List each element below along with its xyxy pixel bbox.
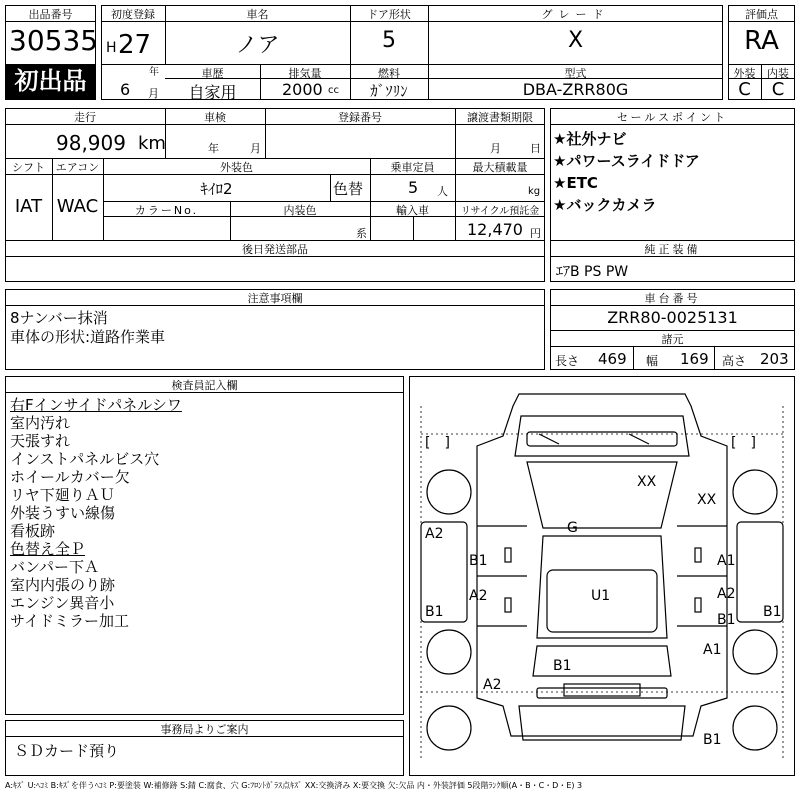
mark-b1-left-side: B1 — [425, 604, 444, 620]
office-label: 事務局よりご案内 — [160, 723, 249, 736]
mark-b1-rear: B1 — [553, 658, 572, 674]
mark-b1-right-rear: B1 — [717, 612, 736, 628]
inspection-month-unit: 月 — [250, 142, 261, 155]
mark-g-windshield: G — [567, 520, 578, 536]
registration-era: H — [106, 40, 117, 56]
inspector-label: 検査員記入欄 — [171, 379, 238, 392]
mark-b1-left-door: B1 — [469, 553, 488, 569]
recycle-label: リサイクル預託金 — [460, 206, 540, 217]
sales-point-item: ★パワースライドドア — [553, 152, 700, 170]
history-label: 車歴 — [201, 67, 224, 80]
aircon-value: WAC — [56, 196, 99, 217]
lot-number: 30535 — [9, 24, 99, 57]
wheel-front-left — [427, 470, 471, 514]
import-label: 輸入車 — [396, 204, 429, 217]
mark-a1-right-lower: A1 — [703, 642, 722, 658]
exterior-score: C — [738, 79, 751, 100]
capacity-label: 乗車定員 — [390, 161, 435, 174]
mileage-unit: km — [138, 133, 166, 154]
mileage-value: 98,909 — [56, 131, 126, 155]
capacity-value: 5 — [408, 178, 419, 197]
recycle-value: 12,470 — [467, 220, 523, 239]
sales-point-item: ★ETC — [553, 174, 598, 192]
inspection-label: 車検 — [204, 111, 226, 124]
caution-item: 車体の形状:道路作業車 — [10, 328, 166, 346]
score-label: 評価点 — [745, 8, 778, 21]
height-label: 高さ — [722, 354, 747, 368]
car-damage-diagram — [409, 376, 795, 776]
inspector-note: 外装うすい線傷 — [10, 504, 116, 522]
inspector-note: エンジン異音小 — [10, 594, 115, 612]
inspector-note: バンパー下Ａ — [10, 558, 99, 576]
lot-number-label: 出品番号 — [28, 8, 73, 21]
aircon-label: エアコン — [55, 161, 100, 174]
transfer-deadline-label: 譲渡書類期限 — [467, 111, 533, 124]
wheel-front-right — [733, 470, 777, 514]
windshield-outline — [527, 462, 677, 528]
repaint-label: 色替 — [333, 180, 364, 198]
inspector-note: 看板跡 — [10, 522, 56, 540]
history-value: 自家用 — [188, 83, 237, 102]
bracket-right-mark: [ ] — [731, 435, 756, 451]
model-code-label: 型式 — [564, 67, 587, 80]
wheel-rear-right — [733, 630, 777, 674]
mark-u1-roof: U1 — [591, 588, 611, 604]
mark-a2-left: A2 — [425, 526, 444, 542]
chassis-number: ZRR80-0025131 — [607, 308, 738, 327]
inspector-notes — [10, 396, 182, 630]
legend-text: A:ｷｽﾞ U:ﾍｺﾐ B:ｷｽﾞを伴うﾍｺﾐ P:要塗装 W:補修跡 S:錆 C:腐食、穴 G:ﾌﾛﾝﾄｶﾞﾗｽ点ｷｽﾞ XX:交換済み X:要交換 欠:欠品 内・外装評価 5段階ﾗﾝｸ順(A・B・C・D・E) 3 — [5, 781, 583, 790]
shift-label: シフト — [12, 161, 45, 174]
width-value: 169 — [680, 350, 709, 368]
width-label: 幅 — [646, 354, 659, 368]
mileage-label: 走行 — [74, 111, 96, 124]
sales-point-item: ★バックカメラ — [553, 196, 657, 214]
inspector-note: リヤ下廻りＡＵ — [10, 486, 115, 504]
cautions-list — [10, 309, 165, 347]
mark-a1-right-door: A1 — [717, 553, 736, 569]
transfer-month-unit: 月 — [490, 142, 501, 155]
hood-outline — [515, 416, 689, 456]
sales-point-item: ★社外ナビ — [553, 130, 627, 148]
capacity-unit: 人 — [437, 185, 448, 198]
inspector-note: インストパネルビス穴 — [10, 450, 160, 468]
length-value: 469 — [598, 350, 627, 368]
exterior-color: ｷｲﾛ2 — [200, 180, 233, 198]
mark-b1-bottom-right: B1 — [703, 732, 722, 748]
fuel-value: ｶﾞｿﾘﾝ — [370, 82, 408, 100]
registration-year: 27 — [118, 30, 152, 60]
recycle-unit: 円 — [530, 227, 541, 240]
mark-xx-hood: XX — [637, 474, 657, 490]
registration-label: 初度登録 — [111, 8, 155, 21]
cautions-label: 注意事項欄 — [247, 292, 303, 305]
inspector-note: サイドミラー加工 — [10, 612, 129, 630]
wheel-rear-left — [427, 630, 471, 674]
registration-month: 6 — [120, 80, 131, 99]
car-name-label: 車名 — [246, 8, 269, 21]
exterior-score-label: 外装 — [733, 67, 756, 80]
interior-color-unit: 系 — [356, 227, 367, 240]
exterior-color-label: 外装色 — [220, 161, 253, 174]
office-note: ＳＤカード預り — [14, 742, 120, 760]
interior-score: C — [771, 79, 785, 100]
genuine-equipment: ｴｱB PS PW — [556, 264, 629, 280]
doors-value: 5 — [382, 28, 396, 53]
car-body-outline — [477, 394, 727, 736]
displacement-unit: cc — [328, 85, 339, 96]
rear-lower-panel — [519, 706, 685, 740]
registration-month-unit: 月 — [148, 87, 159, 100]
dimensions-label: 諸元 — [661, 333, 684, 346]
sales-points-label: セールスポイント — [616, 111, 728, 124]
mark-a2-right-rear: A2 — [717, 586, 736, 602]
grade-label: グレード — [541, 8, 610, 21]
roof-outline — [537, 536, 667, 638]
bracket-left-mark: [ ] — [425, 435, 450, 451]
doors-label: ドア形状 — [367, 8, 411, 21]
car-name: ノア — [235, 33, 280, 58]
mark-xx-right: XX — [697, 492, 717, 508]
shift-value: IAT — [14, 196, 43, 217]
interior-score-label: 内装 — [767, 67, 789, 80]
transfer-day-unit: 日 — [530, 142, 541, 155]
registration-year-unit: 年 — [149, 67, 159, 78]
displacement-value: 2000 — [282, 80, 323, 99]
score-value: RA — [744, 26, 779, 56]
length-label: 長さ — [555, 354, 580, 368]
plate-label: 登録番号 — [338, 111, 382, 124]
fuel-label: 燃料 — [378, 67, 400, 80]
mark-b1-right-side: B1 — [763, 604, 782, 620]
model-code: DBA-ZRR80G — [522, 80, 629, 99]
mark-a2-bottom: A2 — [483, 677, 502, 693]
mark-a2-left-rear: A2 — [469, 588, 488, 604]
color-no-label: カラーNo. — [134, 204, 199, 217]
chassis-label: 車台番号 — [644, 292, 701, 305]
rear-plate — [564, 684, 640, 696]
inspector-note: 室内汚れ — [10, 414, 71, 432]
genuine-equipment-label: 純正装備 — [644, 243, 701, 256]
inspector-note: 右Fインサイドパネルシワ — [10, 396, 182, 414]
displacement-label: 排気量 — [288, 67, 322, 80]
inspector-note: 室内内張のり跡 — [10, 576, 116, 594]
max-load-label: 最大積載量 — [472, 161, 528, 174]
later-parts-label: 後日発送部品 — [242, 243, 308, 256]
interior-color-label: 内装色 — [283, 204, 317, 217]
first-listing-badge: 初出品 — [6, 64, 95, 99]
height-value: 203 — [760, 350, 789, 368]
spare-wheel-right — [733, 706, 777, 750]
inspector-note: ホイールカバー欠 — [10, 468, 130, 486]
sales-points-list — [553, 128, 700, 216]
caution-item: 8ナンバー抹消 — [10, 309, 108, 327]
inspection-year-unit: 年 — [208, 142, 219, 155]
inspector-note: 天張すれ — [10, 432, 71, 450]
spare-wheel-left — [427, 706, 471, 750]
max-load-unit: kg — [528, 186, 541, 197]
grade-value: X — [567, 28, 584, 53]
inspector-note: 色替え全Ｐ — [10, 540, 86, 558]
